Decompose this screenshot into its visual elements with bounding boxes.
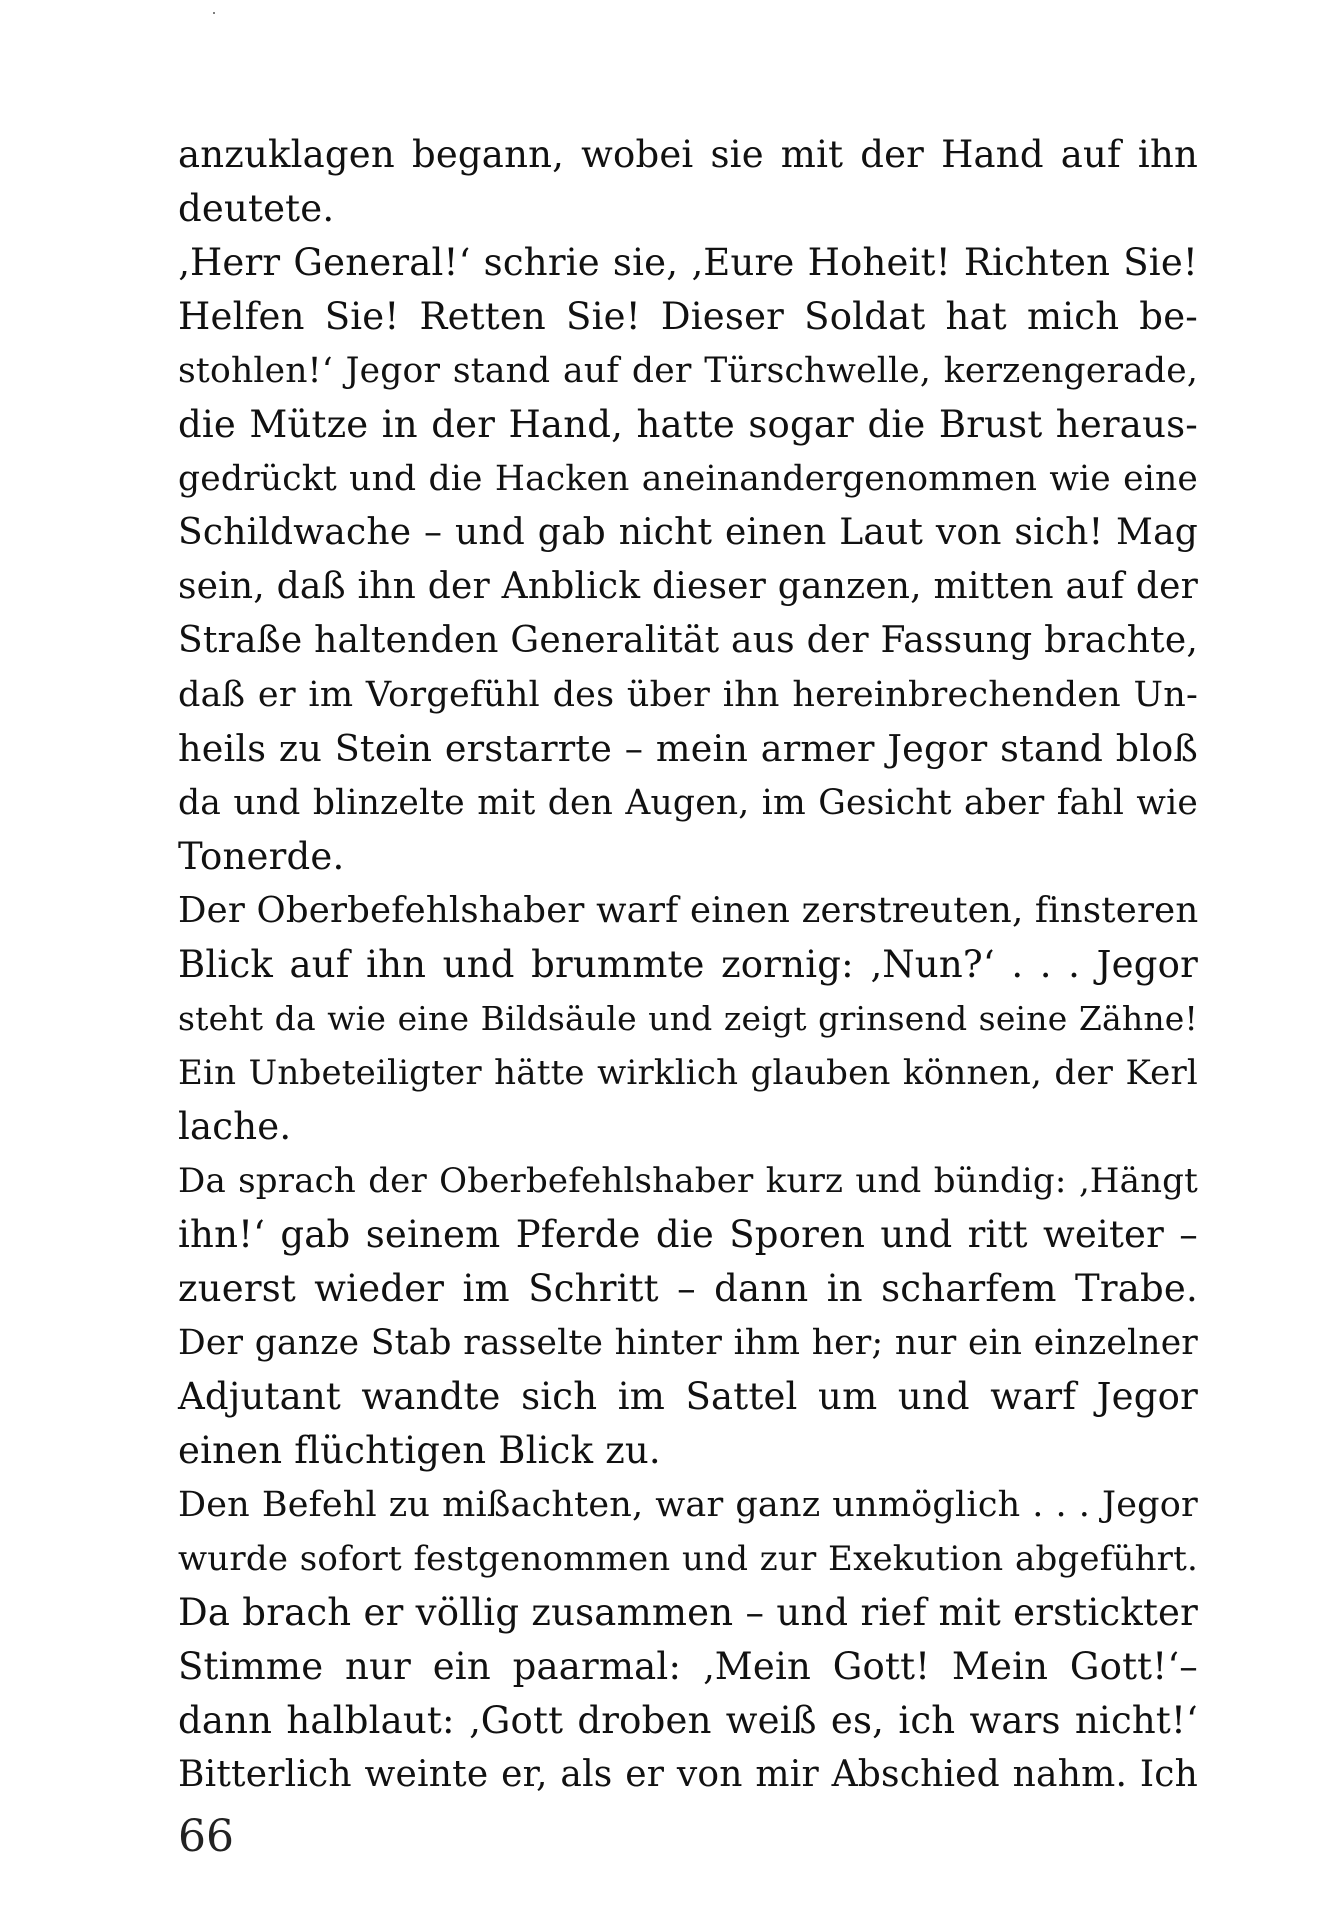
text-line: ‚Herr General!‘ schrie sie, ‚Eure Hoheit! Richten Sie! xyxy=(178,241,1198,284)
text-line: Tonerde. xyxy=(178,835,345,878)
text-line: Blick auf ihn und brummte zornig: ‚Nun?‘ . . . Jegor xyxy=(178,943,1198,986)
text-line: anzuklagen begann, wobei sie mit der Hand auf ihn xyxy=(178,133,1198,176)
text-line: gedrückt und die Hacken aneinandergenommen wie eine xyxy=(178,459,1198,499)
text-line: deutete. xyxy=(178,187,335,230)
text-line: einen flüchtigen Blick zu. xyxy=(178,1429,661,1472)
text-line: Helfen Sie! Retten Sie! Dieser Soldat hat mich be- xyxy=(178,295,1198,338)
text-line: steht da wie eine Bildsäule und zeigt grinsend seine Zähne! xyxy=(178,999,1198,1038)
text-line: Der ganze Stab rasselte hinter ihm her; nur ein einzelner xyxy=(178,1323,1198,1363)
text-line: Schildwache – und gab nicht einen Laut von sich! Mag xyxy=(178,512,1198,553)
text-line: heils zu Stein erstarrte – mein armer Jegor stand bloß xyxy=(178,727,1198,770)
text-line: Adjutant wandte sich im Sattel um und warf Jegor xyxy=(178,1375,1198,1418)
text-line: sein, daß ihn der Anblick dieser ganzen, mitten auf der xyxy=(178,566,1198,607)
text-line: Den Befehl zu mißachten, war ganz unmöglich . . . Jegor xyxy=(178,1485,1198,1525)
text-line: Da sprach der Oberbefehlshaber kurz und bündig: ‚Hängt xyxy=(178,1161,1198,1201)
text-line: zuerst wieder im Schritt – dann in scharfem Trabe. xyxy=(178,1267,1198,1310)
text-line: Ein Unbeteiligter hätte wirklich glauben können, der Kerl xyxy=(178,1053,1198,1093)
text-line: Bitterlich weinte er, als er von mir Abschied nahm. Ich xyxy=(178,1754,1198,1795)
text-line: Stimme nur ein paarmal: ‚Mein Gott! Mein Gott!‘– xyxy=(178,1645,1198,1688)
text-line: ihn!‘ gab seinem Pferde die Sporen und ritt weiter – xyxy=(178,1213,1198,1256)
margin-speck xyxy=(213,12,215,14)
text-line: die Mütze in der Hand, hatte sogar die Brust heraus- xyxy=(178,403,1198,446)
text-line: Der Oberbefehlshaber warf einen zerstreuten, finsteren xyxy=(178,890,1199,931)
text-line: dann halblaut: ‚Gott droben weiß es, ich wars nicht!‘ xyxy=(178,1699,1198,1742)
text-line: daß er im Vorgefühl des über ihn hereinbrechenden Un- xyxy=(178,675,1198,715)
text-line: Da brach er völlig zusammen – und rief mit erstickter xyxy=(178,1591,1198,1634)
text-line: Straße haltenden Generalität aus der Fassung brachte, xyxy=(178,620,1198,661)
page-number: 66 xyxy=(178,1811,234,1862)
text-line: stohlen!‘ Jegor stand auf der Türschwelle, kerzengerade, xyxy=(178,351,1198,391)
text-line: da und blinzelte mit den Augen, im Gesicht aber fahl wie xyxy=(178,783,1198,823)
text-line: wurde sofort festgenommen und zur Exekution abgeführt. xyxy=(178,1539,1198,1579)
text-line: lache. xyxy=(178,1105,292,1148)
